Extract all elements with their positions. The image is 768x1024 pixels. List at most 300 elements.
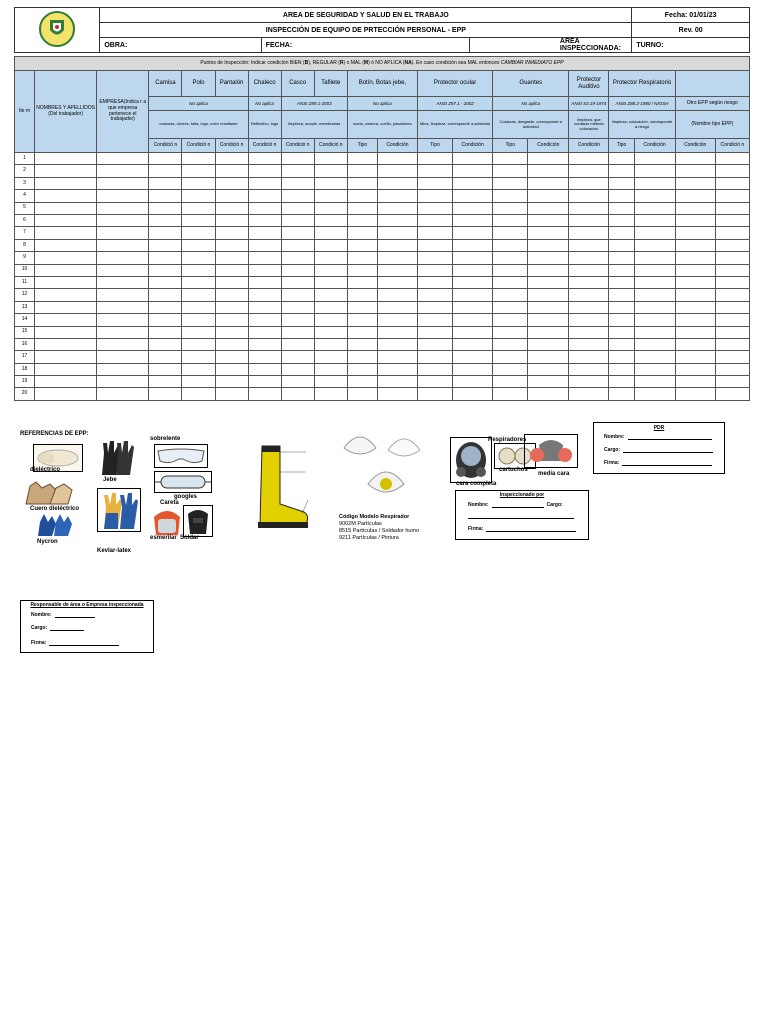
row-cell[interactable] — [715, 190, 749, 202]
row-cell[interactable] — [149, 351, 182, 363]
row-cell[interactable] — [493, 202, 528, 214]
row-cell[interactable] — [609, 165, 634, 177]
row-cell[interactable] — [528, 252, 569, 264]
row-cell[interactable] — [377, 301, 417, 313]
row-cell[interactable] — [609, 177, 634, 189]
row-cell[interactable] — [417, 301, 452, 313]
row-cell[interactable] — [215, 165, 248, 177]
row-cell[interactable] — [35, 239, 97, 251]
row-cell[interactable] — [453, 177, 493, 189]
row-cell[interactable] — [675, 388, 715, 401]
row-cell[interactable] — [182, 215, 215, 227]
responsable-firma-line[interactable] — [49, 640, 119, 646]
row-cell[interactable] — [149, 215, 182, 227]
row-cell[interactable] — [215, 363, 248, 375]
row-cell[interactable] — [215, 202, 248, 214]
row-cell[interactable] — [347, 227, 377, 239]
row-cell[interactable] — [97, 363, 149, 375]
row-cell[interactable] — [97, 338, 149, 350]
row-cell[interactable] — [149, 388, 182, 401]
row-cell[interactable] — [493, 363, 528, 375]
row-cell[interactable] — [609, 202, 634, 214]
row-cell[interactable] — [417, 264, 452, 276]
row-cell[interactable] — [453, 301, 493, 313]
row-cell[interactable] — [609, 289, 634, 301]
row-cell[interactable] — [377, 165, 417, 177]
row-cell[interactable] — [569, 363, 609, 375]
row-cell[interactable] — [569, 252, 609, 264]
row-cell[interactable] — [314, 153, 347, 165]
row-cell[interactable] — [609, 227, 634, 239]
row-cell[interactable] — [314, 351, 347, 363]
row-cell[interactable] — [634, 252, 675, 264]
row-cell[interactable] — [35, 252, 97, 264]
row-cell[interactable] — [215, 351, 248, 363]
row-cell[interactable] — [528, 190, 569, 202]
row-cell[interactable] — [347, 388, 377, 401]
row-cell[interactable] — [281, 264, 314, 276]
row-cell[interactable] — [281, 376, 314, 388]
row-cell[interactable] — [569, 153, 609, 165]
row-cell[interactable] — [347, 190, 377, 202]
row-cell[interactable] — [569, 215, 609, 227]
row-cell[interactable] — [528, 202, 569, 214]
row-cell[interactable] — [35, 338, 97, 350]
row-cell[interactable] — [634, 314, 675, 326]
row-cell[interactable] — [675, 351, 715, 363]
row-cell[interactable] — [715, 177, 749, 189]
row-cell[interactable] — [314, 314, 347, 326]
row-cell[interactable] — [493, 153, 528, 165]
row-cell[interactable] — [453, 227, 493, 239]
row-cell[interactable] — [453, 252, 493, 264]
row-cell[interactable] — [314, 202, 347, 214]
row-cell[interactable] — [182, 165, 215, 177]
row-cell[interactable] — [149, 202, 182, 214]
row-cell[interactable] — [417, 388, 452, 401]
row-cell[interactable] — [377, 314, 417, 326]
row-cell[interactable] — [248, 301, 281, 313]
row-cell[interactable] — [528, 153, 569, 165]
row-cell[interactable] — [634, 153, 675, 165]
row-cell[interactable] — [149, 376, 182, 388]
row-cell[interactable] — [215, 227, 248, 239]
row-cell[interactable] — [453, 388, 493, 401]
row-cell[interactable] — [528, 276, 569, 288]
row-cell[interactable] — [715, 276, 749, 288]
row-cell[interactable] — [149, 301, 182, 313]
row-cell[interactable] — [149, 264, 182, 276]
row-cell[interactable] — [675, 165, 715, 177]
row-cell[interactable] — [634, 301, 675, 313]
row-cell[interactable] — [634, 264, 675, 276]
row-cell[interactable] — [182, 202, 215, 214]
row-cell[interactable] — [715, 215, 749, 227]
row-cell[interactable] — [493, 190, 528, 202]
row-cell[interactable] — [248, 338, 281, 350]
row-cell[interactable] — [248, 215, 281, 227]
row-cell[interactable] — [149, 338, 182, 350]
row-cell[interactable] — [417, 314, 452, 326]
row-cell[interactable] — [609, 239, 634, 251]
row-cell[interactable] — [215, 376, 248, 388]
row-cell[interactable] — [675, 227, 715, 239]
row-cell[interactable] — [528, 239, 569, 251]
row-cell[interactable] — [347, 165, 377, 177]
row-cell[interactable] — [453, 289, 493, 301]
row-cell[interactable] — [149, 165, 182, 177]
row-cell[interactable] — [569, 165, 609, 177]
row-cell[interactable] — [675, 326, 715, 338]
row-cell[interactable] — [417, 190, 452, 202]
row-cell[interactable] — [347, 376, 377, 388]
row-cell[interactable] — [248, 264, 281, 276]
row-cell[interactable] — [377, 388, 417, 401]
row-cell[interactable] — [634, 289, 675, 301]
row-cell[interactable] — [453, 165, 493, 177]
row-cell[interactable] — [182, 227, 215, 239]
row-cell[interactable] — [182, 289, 215, 301]
row-cell[interactable] — [634, 351, 675, 363]
row-cell[interactable] — [528, 215, 569, 227]
pdr-cargo-row[interactable] — [604, 447, 724, 453]
row-cell[interactable] — [569, 301, 609, 313]
row-cell[interactable] — [215, 264, 248, 276]
row-cell[interactable] — [417, 165, 452, 177]
row-cell[interactable] — [609, 376, 634, 388]
row-cell[interactable] — [182, 388, 215, 401]
row-cell[interactable] — [493, 177, 528, 189]
row-cell[interactable] — [609, 190, 634, 202]
row-cell[interactable] — [215, 177, 248, 189]
row-cell[interactable] — [417, 326, 452, 338]
row-cell[interactable] — [715, 153, 749, 165]
row-cell[interactable] — [35, 215, 97, 227]
row-cell[interactable] — [417, 252, 452, 264]
row-cell[interactable] — [97, 190, 149, 202]
row-cell[interactable] — [453, 363, 493, 375]
row-cell[interactable] — [609, 314, 634, 326]
row-cell[interactable] — [715, 363, 749, 375]
row-cell[interactable] — [609, 153, 634, 165]
row-cell[interactable] — [377, 264, 417, 276]
row-cell[interactable] — [314, 239, 347, 251]
row-cell[interactable] — [97, 388, 149, 401]
row-cell[interactable] — [281, 276, 314, 288]
row-cell[interactable] — [149, 289, 182, 301]
row-cell[interactable] — [377, 326, 417, 338]
row-cell[interactable] — [377, 376, 417, 388]
row-cell[interactable] — [35, 289, 97, 301]
row-cell[interactable] — [528, 177, 569, 189]
row-cell[interactable] — [97, 301, 149, 313]
row-cell[interactable] — [149, 363, 182, 375]
row-cell[interactable] — [675, 289, 715, 301]
row-cell[interactable] — [215, 276, 248, 288]
row-cell[interactable] — [493, 252, 528, 264]
row-cell[interactable] — [715, 165, 749, 177]
row-cell[interactable] — [634, 227, 675, 239]
row-cell[interactable] — [35, 314, 97, 326]
fecha-field[interactable]: FECHA: — [261, 38, 469, 53]
row-cell[interactable] — [182, 301, 215, 313]
row-cell[interactable] — [215, 326, 248, 338]
row-cell[interactable] — [97, 376, 149, 388]
row-cell[interactable] — [314, 326, 347, 338]
row-cell[interactable] — [634, 239, 675, 251]
row-cell[interactable] — [609, 363, 634, 375]
row-cell[interactable] — [417, 177, 452, 189]
pdr-firma-line[interactable] — [622, 460, 712, 466]
row-cell[interactable] — [347, 301, 377, 313]
row-cell[interactable] — [347, 326, 377, 338]
row-cell[interactable] — [97, 177, 149, 189]
row-cell[interactable] — [377, 239, 417, 251]
turno-field[interactable]: TURNO: — [632, 38, 750, 53]
row-cell[interactable] — [215, 301, 248, 313]
row-cell[interactable] — [417, 338, 452, 350]
row-cell[interactable] — [675, 338, 715, 350]
row-cell[interactable] — [675, 202, 715, 214]
row-cell[interactable] — [182, 314, 215, 326]
row-cell[interactable] — [215, 190, 248, 202]
row-cell[interactable] — [281, 301, 314, 313]
row-cell[interactable] — [149, 190, 182, 202]
row-cell[interactable] — [97, 289, 149, 301]
row-cell[interactable] — [314, 252, 347, 264]
row-cell[interactable] — [35, 190, 97, 202]
row-cell[interactable] — [417, 202, 452, 214]
row-cell[interactable] — [569, 227, 609, 239]
row-cell[interactable] — [347, 177, 377, 189]
row-cell[interactable] — [569, 177, 609, 189]
row-cell[interactable] — [182, 239, 215, 251]
row-cell[interactable] — [347, 351, 377, 363]
row-cell[interactable] — [675, 215, 715, 227]
row-cell[interactable] — [248, 239, 281, 251]
row-cell[interactable] — [215, 252, 248, 264]
row-cell[interactable] — [453, 376, 493, 388]
row-cell[interactable] — [675, 264, 715, 276]
row-cell[interactable] — [35, 165, 97, 177]
row-cell[interactable] — [314, 264, 347, 276]
row-cell[interactable] — [182, 376, 215, 388]
row-cell[interactable] — [281, 289, 314, 301]
row-cell[interactable] — [453, 215, 493, 227]
row-cell[interactable] — [715, 301, 749, 313]
row-cell[interactable] — [248, 177, 281, 189]
row-cell[interactable] — [569, 239, 609, 251]
row-cell[interactable] — [314, 301, 347, 313]
row-cell[interactable] — [97, 326, 149, 338]
row-cell[interactable] — [417, 289, 452, 301]
row-cell[interactable] — [493, 326, 528, 338]
row-cell[interactable] — [715, 388, 749, 401]
row-cell[interactable] — [493, 301, 528, 313]
row-cell[interactable] — [569, 326, 609, 338]
row-cell[interactable] — [215, 289, 248, 301]
row-cell[interactable] — [377, 153, 417, 165]
pdr-cargo-line[interactable] — [623, 447, 713, 453]
row-cell[interactable] — [634, 215, 675, 227]
row-cell[interactable] — [453, 351, 493, 363]
row-cell[interactable] — [314, 227, 347, 239]
row-cell[interactable] — [453, 264, 493, 276]
row-cell[interactable] — [182, 276, 215, 288]
inspector-extra-row[interactable] — [468, 513, 588, 519]
row-cell[interactable] — [569, 264, 609, 276]
row-cell[interactable] — [528, 338, 569, 350]
row-cell[interactable] — [347, 252, 377, 264]
row-cell[interactable] — [609, 388, 634, 401]
row-cell[interactable] — [715, 338, 749, 350]
row-cell[interactable] — [314, 376, 347, 388]
row-cell[interactable] — [715, 239, 749, 251]
row-cell[interactable] — [715, 202, 749, 214]
row-cell[interactable] — [493, 314, 528, 326]
pdr-firma-row[interactable] — [604, 460, 724, 466]
row-cell[interactable] — [417, 276, 452, 288]
row-cell[interactable] — [97, 165, 149, 177]
pdr-nombre-line[interactable] — [628, 434, 712, 440]
row-cell[interactable] — [377, 227, 417, 239]
row-cell[interactable] — [493, 239, 528, 251]
row-cell[interactable] — [634, 376, 675, 388]
row-cell[interactable] — [97, 215, 149, 227]
row-cell[interactable] — [347, 289, 377, 301]
row-cell[interactable] — [493, 289, 528, 301]
row-cell[interactable] — [314, 363, 347, 375]
row-cell[interactable] — [609, 264, 634, 276]
row-cell[interactable] — [569, 338, 609, 350]
row-cell[interactable] — [493, 388, 528, 401]
row-cell[interactable] — [35, 363, 97, 375]
row-cell[interactable] — [35, 227, 97, 239]
row-cell[interactable] — [377, 190, 417, 202]
row-cell[interactable] — [248, 276, 281, 288]
row-cell[interactable] — [35, 301, 97, 313]
row-cell[interactable] — [493, 376, 528, 388]
row-cell[interactable] — [182, 363, 215, 375]
row-cell[interactable] — [149, 227, 182, 239]
row-cell[interactable] — [347, 264, 377, 276]
row-cell[interactable] — [314, 190, 347, 202]
row-cell[interactable] — [248, 363, 281, 375]
row-cell[interactable] — [417, 351, 452, 363]
row-cell[interactable] — [715, 376, 749, 388]
row-cell[interactable] — [347, 363, 377, 375]
row-cell[interactable] — [97, 252, 149, 264]
row-cell[interactable] — [715, 264, 749, 276]
row-cell[interactable] — [417, 227, 452, 239]
row-cell[interactable] — [634, 190, 675, 202]
row-cell[interactable] — [675, 276, 715, 288]
row-cell[interactable] — [528, 351, 569, 363]
row-cell[interactable] — [417, 239, 452, 251]
row-cell[interactable] — [314, 165, 347, 177]
row-cell[interactable] — [281, 363, 314, 375]
row-cell[interactable] — [182, 252, 215, 264]
row-cell[interactable] — [97, 351, 149, 363]
row-cell[interactable] — [493, 338, 528, 350]
row-cell[interactable] — [248, 153, 281, 165]
row-cell[interactable] — [377, 215, 417, 227]
row-cell[interactable] — [715, 326, 749, 338]
row-cell[interactable] — [149, 239, 182, 251]
row-cell[interactable] — [609, 215, 634, 227]
row-cell[interactable] — [281, 314, 314, 326]
row-cell[interactable] — [97, 276, 149, 288]
row-cell[interactable] — [35, 276, 97, 288]
row-cell[interactable] — [281, 177, 314, 189]
row-cell[interactable] — [569, 314, 609, 326]
row-cell[interactable] — [493, 165, 528, 177]
row-cell[interactable] — [182, 264, 215, 276]
row-cell[interactable] — [609, 326, 634, 338]
row-cell[interactable] — [347, 202, 377, 214]
row-cell[interactable] — [715, 227, 749, 239]
row-cell[interactable] — [248, 314, 281, 326]
row-cell[interactable] — [215, 388, 248, 401]
row-cell[interactable] — [569, 190, 609, 202]
row-cell[interactable] — [182, 338, 215, 350]
row-cell[interactable] — [281, 153, 314, 165]
row-cell[interactable] — [149, 252, 182, 264]
row-cell[interactable] — [493, 215, 528, 227]
row-cell[interactable] — [634, 338, 675, 350]
row-cell[interactable] — [453, 326, 493, 338]
row-cell[interactable] — [248, 326, 281, 338]
row-cell[interactable] — [97, 239, 149, 251]
row-cell[interactable] — [35, 376, 97, 388]
row-cell[interactable] — [377, 177, 417, 189]
row-cell[interactable] — [215, 239, 248, 251]
row-cell[interactable] — [453, 276, 493, 288]
obra-field[interactable]: OBRA: — [100, 38, 261, 53]
row-cell[interactable] — [528, 376, 569, 388]
row-cell[interactable] — [634, 326, 675, 338]
row-cell[interactable] — [569, 276, 609, 288]
row-cell[interactable] — [182, 326, 215, 338]
row-cell[interactable] — [528, 227, 569, 239]
row-cell[interactable] — [281, 239, 314, 251]
row-cell[interactable] — [97, 227, 149, 239]
row-cell[interactable] — [347, 153, 377, 165]
inspector-nombre-row[interactable] — [468, 502, 588, 508]
row-cell[interactable] — [182, 351, 215, 363]
row-cell[interactable] — [281, 351, 314, 363]
row-cell[interactable] — [417, 153, 452, 165]
responsable-nombre-line[interactable] — [55, 612, 95, 618]
row-cell[interactable] — [569, 388, 609, 401]
row-cell[interactable] — [634, 363, 675, 375]
row-cell[interactable] — [281, 388, 314, 401]
row-cell[interactable] — [97, 202, 149, 214]
row-cell[interactable] — [347, 215, 377, 227]
inspector-extra-line[interactable] — [468, 513, 574, 519]
row-cell[interactable] — [314, 276, 347, 288]
row-cell[interactable] — [675, 363, 715, 375]
row-cell[interactable] — [97, 264, 149, 276]
row-cell[interactable] — [569, 351, 609, 363]
row-cell[interactable] — [417, 376, 452, 388]
row-cell[interactable] — [281, 338, 314, 350]
row-cell[interactable] — [634, 276, 675, 288]
row-cell[interactable] — [281, 252, 314, 264]
inspector-firma-row[interactable] — [468, 526, 588, 532]
row-cell[interactable] — [453, 314, 493, 326]
row-cell[interactable] — [35, 202, 97, 214]
